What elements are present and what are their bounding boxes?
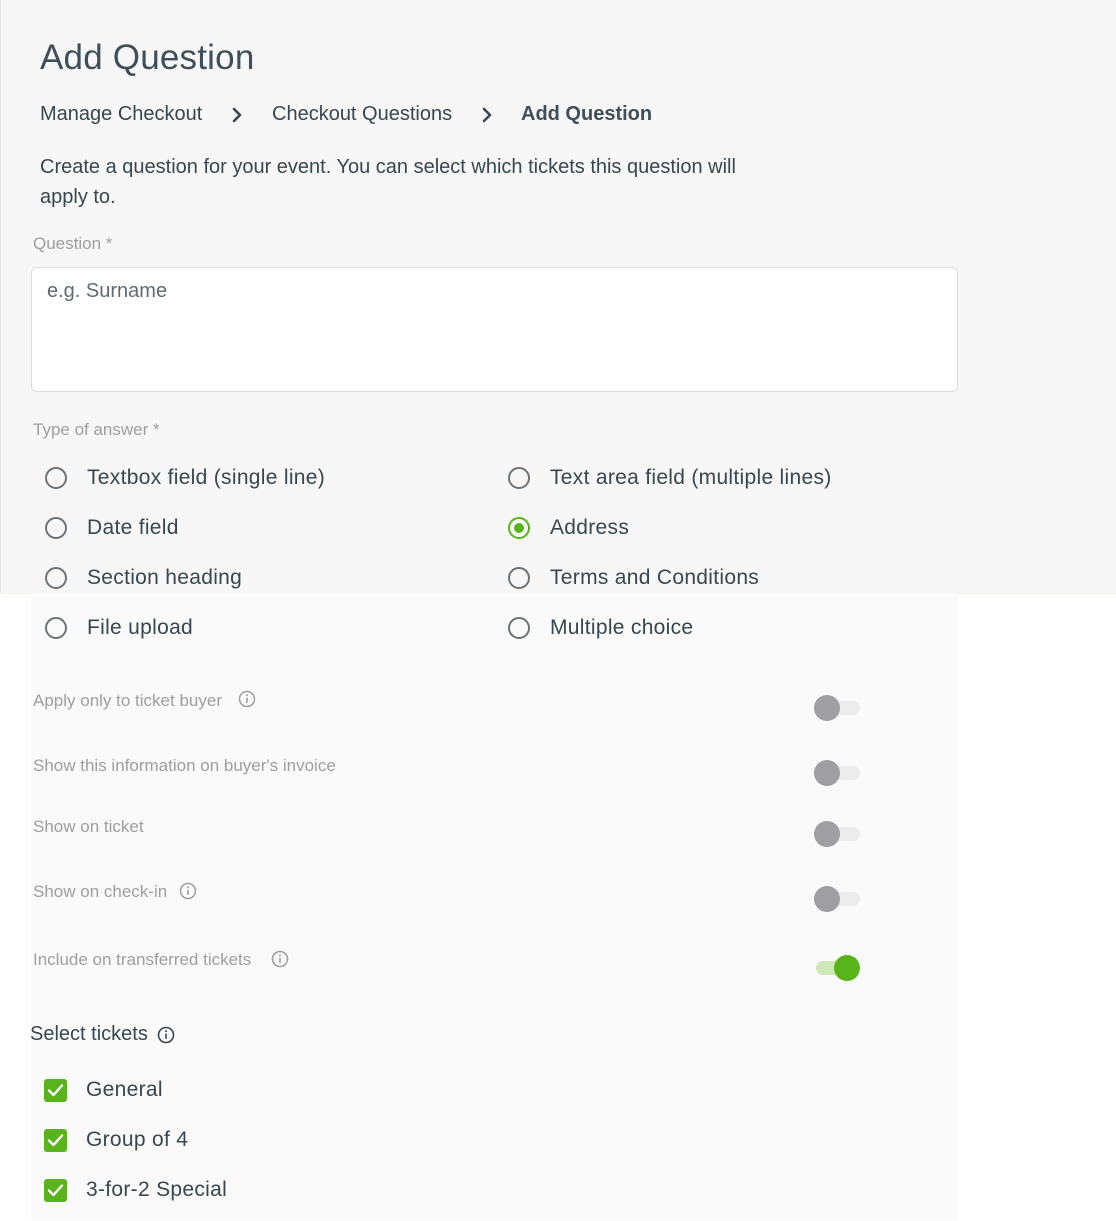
radio-label: Date field xyxy=(87,516,179,539)
toggle-apply-only-ticket-buyer[interactable] xyxy=(814,694,860,720)
info-icon[interactable] xyxy=(271,950,289,968)
radio-button[interactable] xyxy=(45,617,67,639)
question-placeholder: e.g. Surname xyxy=(47,280,168,302)
toggle-thumb xyxy=(834,955,860,981)
toggle-thumb xyxy=(814,695,840,721)
ticket-label: 3-for-2 Special xyxy=(86,1178,228,1201)
toggle-thumb xyxy=(814,760,840,786)
toggle-label-transferred-tickets: Include on transferred tickets xyxy=(33,950,252,969)
radio-button[interactable] xyxy=(45,467,67,489)
toggle-thumb xyxy=(814,821,840,847)
radio-label: File upload xyxy=(87,616,194,639)
radio-button[interactable] xyxy=(508,567,530,589)
page-title: Add Question xyxy=(40,38,255,77)
chevron-right-icon xyxy=(228,104,248,126)
checkbox-checked[interactable] xyxy=(44,1079,67,1102)
info-icon[interactable] xyxy=(179,882,197,900)
radio-label: Terms and Conditions xyxy=(550,566,760,589)
toggle-show-on-check-in[interactable] xyxy=(814,885,860,911)
toggle-label-ticket-buyer: Apply only to ticket buyer xyxy=(33,691,222,710)
ticket-label: Group of 4 xyxy=(86,1128,189,1151)
toggle-include-on-transferred[interactable] xyxy=(814,954,860,980)
radio-label: Section heading xyxy=(87,566,243,589)
ticket-label: General xyxy=(86,1078,163,1101)
radio-label: Text area field (multiple lines) xyxy=(550,466,832,489)
toggle-label-show-on-check-in: Show on check-in xyxy=(33,882,168,901)
checkbox-checked[interactable] xyxy=(44,1129,67,1152)
toggle-show-on-ticket[interactable] xyxy=(814,820,860,846)
chevron-right-icon xyxy=(478,104,498,126)
radio-button[interactable] xyxy=(45,567,67,589)
breadcrumb-add-question: Add Question xyxy=(521,103,653,125)
breadcrumb-checkout-questions[interactable]: Checkout Questions xyxy=(272,103,453,125)
checkmark-icon xyxy=(47,1083,64,1098)
checkmark-icon xyxy=(47,1183,64,1198)
answer-type-label: Type of answer * xyxy=(33,420,160,439)
question-textarea[interactable] xyxy=(31,267,958,392)
toggle-label-show-on-ticket: Show on ticket xyxy=(33,817,144,836)
toggle-show-on-invoice[interactable] xyxy=(814,759,860,785)
radio-label: Multiple choice xyxy=(550,616,694,639)
toggle-thumb xyxy=(814,886,840,912)
question-label: Question * xyxy=(33,234,113,253)
breadcrumb-manage-checkout[interactable]: Manage Checkout xyxy=(40,103,203,125)
radio-button[interactable] xyxy=(508,617,530,639)
page-description: Create a question for your event. You can select which tickets this question will apply to. xyxy=(40,156,736,208)
toggle-label-buyer-invoice: Show this information on buyer's invoice xyxy=(33,756,336,775)
checkbox-checked[interactable] xyxy=(44,1179,67,1202)
radio-button[interactable] xyxy=(45,517,67,539)
radio-button-selected[interactable] xyxy=(508,517,530,539)
radio-label: Textbox field (single line) xyxy=(87,466,326,489)
select-tickets-heading: Select tickets xyxy=(30,1023,148,1045)
radio-button[interactable] xyxy=(508,467,530,489)
info-icon[interactable] xyxy=(238,690,256,708)
radio-label: Address xyxy=(550,516,630,539)
info-icon[interactable] xyxy=(157,1026,175,1044)
checkmark-icon xyxy=(47,1133,64,1148)
